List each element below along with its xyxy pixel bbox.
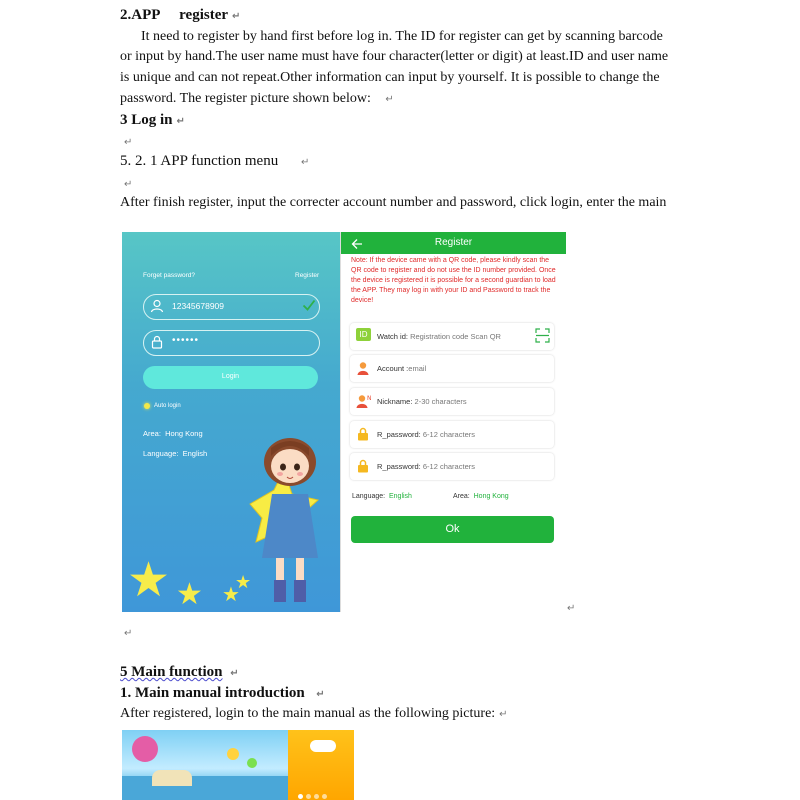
paragraph-after-registered: After registered, login to the main manual as the following picture: ↵ xyxy=(120,706,508,721)
cloud-decoration xyxy=(310,740,336,752)
paragraph-line-4: password. The register picture shown below: ↵ xyxy=(120,91,394,106)
account-text: Account :email xyxy=(377,364,427,373)
ok-button: Ok xyxy=(351,516,554,543)
main-manual-picture-right xyxy=(288,730,354,800)
paragraph-line-3: is unique and can not repeat.Other information can input by yourself. It is possible to change the xyxy=(120,70,660,85)
balloon-decoration xyxy=(132,736,158,762)
account-icon xyxy=(356,361,370,375)
user-icon xyxy=(150,299,164,318)
heading-main-manual: 1. Main manual introduction ↵ xyxy=(120,685,325,701)
sea-decoration xyxy=(122,776,288,800)
star-decoration: ★ xyxy=(176,578,203,611)
empty-paragraph: ↵ xyxy=(124,179,133,190)
girl-illustration xyxy=(240,430,336,612)
password-field xyxy=(143,330,320,356)
id-icon: ID xyxy=(356,328,371,341)
language-row: Language: English xyxy=(143,449,208,458)
password-text: R_password: 6-12 characters xyxy=(377,430,475,439)
watch-id-field xyxy=(350,323,554,350)
auto-login-dot xyxy=(144,403,150,409)
register-link: Register xyxy=(295,272,320,279)
paragraph-line-2: or input by hand.The user name must have four character(letter or digit) at least.ID and user name xyxy=(120,49,669,64)
sun-decoration xyxy=(227,748,239,760)
star-decoration: ★ xyxy=(222,584,240,606)
nickname-icon xyxy=(356,394,370,408)
nickname-field xyxy=(350,388,554,415)
register-language-row: Language: English xyxy=(352,493,412,500)
main-manual-picture-left xyxy=(122,730,288,800)
heading-log-in: 3 Log in ↵ xyxy=(120,112,185,128)
phone-value: 12345678909 xyxy=(172,301,225,311)
star-decoration: ★ xyxy=(235,572,252,592)
empty-paragraph: ↵ xyxy=(124,628,133,639)
heading-function-menu: 5. 2. 1 APP function menu ↵ xyxy=(120,153,310,169)
check-icon xyxy=(302,298,316,317)
watch-id-text: Watch id: Registration code Scan QR xyxy=(377,332,501,341)
login-button: Login xyxy=(143,366,318,389)
confirm-password-field xyxy=(350,453,554,480)
scan-qr-icon xyxy=(535,328,550,345)
svg-text:N: N xyxy=(367,395,372,402)
heading-app-register: 2.APP register ↵ xyxy=(120,7,241,23)
island-decoration xyxy=(152,770,192,786)
confirm-password-text: R_password: 6-12 characters xyxy=(377,462,475,471)
phone-field xyxy=(143,294,320,320)
lock-icon xyxy=(150,335,164,354)
lock-icon xyxy=(356,459,370,473)
paragraph-line-1: It need to register by hand first before log in. The ID for register can get by scanning barcode xyxy=(141,29,663,44)
star-decoration: ★ xyxy=(127,554,171,607)
password-mask: •••••• xyxy=(172,335,200,346)
account-field xyxy=(350,355,554,382)
paragraph-after-register: After finish register, input the correcter account number and password, click login, enter the main xyxy=(120,195,667,210)
empty-paragraph: ↵ xyxy=(124,137,133,148)
lock-icon xyxy=(356,427,370,441)
register-area-row: Area: Hong Kong xyxy=(453,493,509,500)
register-screenshot xyxy=(340,232,566,612)
ball-decoration xyxy=(247,758,257,768)
page-dots xyxy=(298,786,346,794)
return-mark: ↵ xyxy=(567,603,576,614)
login-screenshot xyxy=(122,232,340,612)
heading-main-function: 5 Main function ↵ xyxy=(120,664,239,680)
forget-password-link: Forget password? xyxy=(143,272,196,279)
register-titlebar xyxy=(341,232,566,254)
register-note: Note: If the device came with a QR code, please kindly scan the QR code to register and do not use the ID number provided. Once the device is registered it is possible for a second guardian to load the APP. They may log in with your ID and Password to track the device! xyxy=(351,257,556,305)
nickname-text: Nickname: 2-30 characters xyxy=(377,397,467,406)
area-row: Area: Hong Kong xyxy=(143,429,203,438)
password-field xyxy=(350,421,554,448)
register-title: Register xyxy=(434,237,473,248)
auto-login-label: Auto login xyxy=(154,403,181,409)
